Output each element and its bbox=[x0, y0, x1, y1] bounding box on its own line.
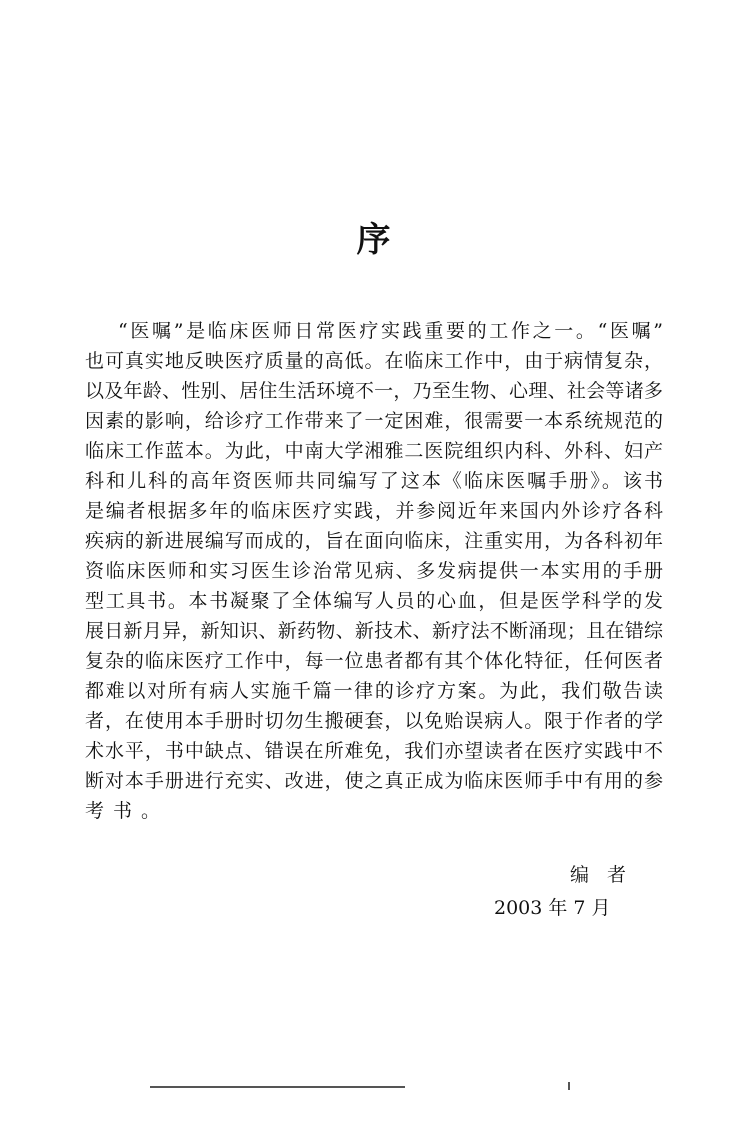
text-line: 因素的影响，给诊疗工作带来了一定困难，很需要一本系统规范的 bbox=[85, 410, 663, 432]
text-line: 是编者根据多年的临床医疗实践，并参阅近年来国内外诊疗各科 bbox=[85, 500, 663, 522]
signature: 编者 bbox=[570, 864, 645, 886]
text-line: 临床工作蓝本。为此，中南大学湘雅二医院组织内科、外科、妇产 bbox=[85, 440, 663, 462]
text-line: 断对本手册进行充实、改进，使之真正成为临床医师手中有用的参 bbox=[85, 770, 663, 792]
text-line: 也可真实地反映医疗质量的高低。在临床工作中，由于病情复杂， bbox=[85, 350, 663, 372]
text-line: 资临床医师和实习医生诊治常见病、多发病提供一本实用的手册 bbox=[85, 560, 663, 582]
page-title: 序 bbox=[356, 220, 391, 260]
text-line: “医嘱”是临床医师日常医疗实践重要的工作之一。“医嘱” bbox=[118, 320, 663, 342]
date: 2003 年 7 月 bbox=[494, 897, 611, 919]
text-line: 以及年龄、性别、居住生活环境不一，乃至生物、心理、社会等诸多 bbox=[85, 380, 663, 402]
text-line: 疾病的新进展编写而成的，旨在面向临床，注重实用，为各科初年 bbox=[85, 530, 663, 552]
preface-body bbox=[85, 316, 663, 826]
text-line: 考书。 bbox=[85, 800, 170, 822]
text-line: 都难以对所有病人实施千篇一律的诊疗方案。为此，我们敬告读 bbox=[85, 680, 663, 702]
scan-artifact-line bbox=[150, 1086, 405, 1088]
text-line: 型工具书。本书凝聚了全体编写人员的心血，但是医学科学的发 bbox=[85, 590, 663, 612]
scan-artifact-dot bbox=[568, 1082, 570, 1090]
text-line: 术水平，书中缺点、错误在所难免，我们亦望读者在医疗实践中不 bbox=[85, 740, 663, 762]
text-line: 展日新月异，新知识、新药物、新技术、新疗法不断涌现；且在错综 bbox=[85, 620, 663, 642]
text-line: 者，在使用本手册时切勿生搬硬套，以免贻误病人。限于作者的学 bbox=[85, 710, 663, 732]
text-line: 科和儿科的高年资医师共同编写了这本《临床医嘱手册》。该书 bbox=[85, 470, 663, 492]
text-line: 复杂的临床医疗工作中，每一位患者都有其个体化特征，任何医者 bbox=[85, 650, 663, 672]
